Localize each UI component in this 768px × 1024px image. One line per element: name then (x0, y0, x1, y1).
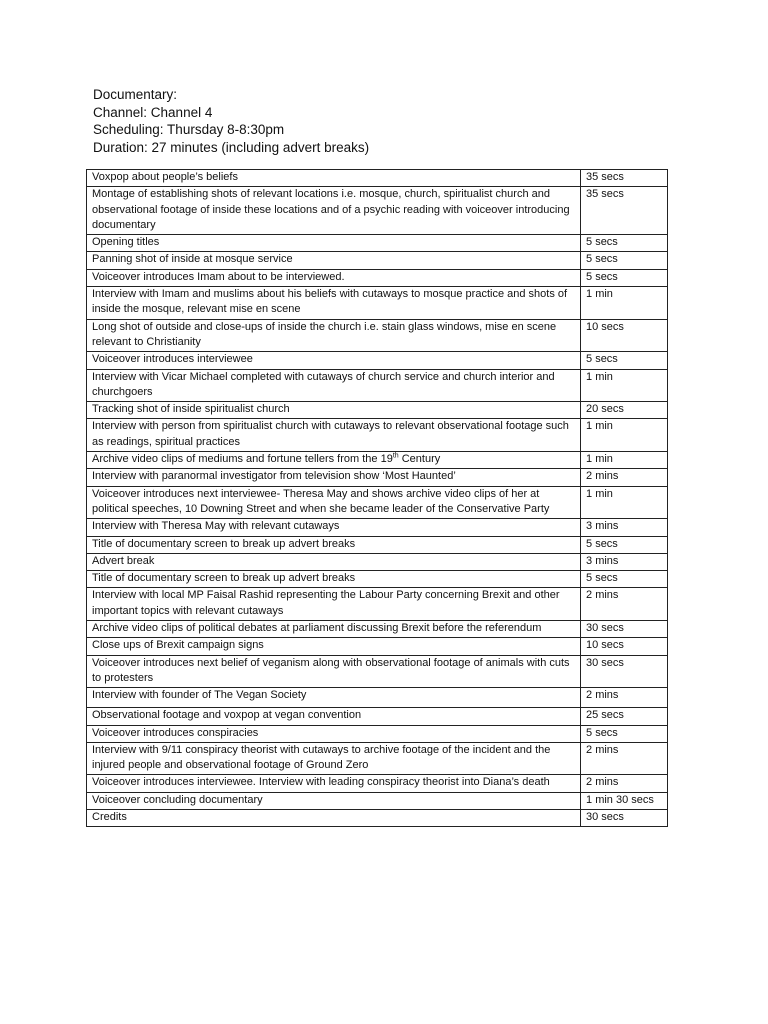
segment-duration-cell (581, 571, 668, 588)
segment-duration-cell (581, 269, 668, 286)
segment-duration: 5 secs (586, 572, 618, 585)
table-row (87, 725, 668, 742)
segment-description-cell (87, 352, 581, 369)
table-row (87, 742, 668, 775)
table-row (87, 638, 668, 655)
schedule-table-body (87, 170, 668, 827)
segment-description-cell (87, 536, 581, 553)
segment-duration: 25 secs (586, 709, 624, 722)
segment-description: Long shot of outside and close-ups of inside the church i.e. stain glass windows, mise en scene relevant to Christianity (92, 320, 557, 348)
segment-duration-cell (581, 809, 668, 826)
segment-duration-cell (581, 319, 668, 352)
table-row (87, 170, 668, 187)
segment-description: Montage of establishing shots of relevant locations i.e. mosque, church, spiritualist church and observational footage of inside these locations and of a psychic reading with voiceover introducing documentary (92, 188, 570, 231)
segment-duration-cell (581, 688, 668, 708)
schedule-table (86, 169, 668, 827)
segment-duration: 20 secs (586, 403, 624, 416)
segment-description: Interview with founder of The Vegan Society (92, 689, 307, 702)
table-row (87, 252, 668, 269)
segment-duration: 10 secs (586, 639, 624, 652)
segment-description: Title of documentary screen to break up advert breaks (92, 537, 356, 550)
table-row (87, 486, 668, 519)
segment-description: Archive video clips of mediums and fortune tellers from the 19 (92, 453, 393, 466)
table-row (87, 536, 668, 553)
segment-duration-cell (581, 588, 668, 621)
segment-description-cell (87, 319, 581, 352)
segment-description-cell (87, 287, 581, 320)
segment-duration: 5 secs (586, 353, 618, 366)
segment-description: Archive video clips of political debates at parliament discussing Brexit before the referendum (92, 622, 542, 635)
segment-duration-cell (581, 792, 668, 809)
table-row (87, 775, 668, 792)
segment-duration-cell (581, 536, 668, 553)
segment-description-cell (87, 269, 581, 286)
header-scheduling: Scheduling: Thursday 8-8:30pm (93, 122, 285, 137)
table-row (87, 809, 668, 826)
table-row (87, 655, 668, 688)
segment-description-cell (87, 170, 581, 187)
segment-duration: 1 min (586, 370, 613, 383)
segment-duration: 5 secs (586, 537, 618, 550)
segment-duration-cell (581, 235, 668, 252)
segment-description-cell (87, 775, 581, 792)
document-header (93, 86, 369, 156)
segment-description: Interview with Imam and muslims about his beliefs with cutaways to mosque practice and shots of inside the mosque, relevant mise en scene (92, 288, 568, 316)
table-row (87, 553, 668, 570)
segment-duration-cell (581, 369, 668, 402)
segment-duration: 30 secs (586, 622, 624, 635)
table-row (87, 235, 668, 252)
segment-description: Tracking shot of inside spiritualist church (92, 403, 290, 416)
segment-description-cell (87, 402, 581, 419)
table-row (87, 269, 668, 286)
segment-duration-cell (581, 187, 668, 235)
segment-description: Title of documentary screen to break up advert breaks (92, 572, 356, 585)
segment-description: Voiceover concluding documentary (92, 793, 263, 806)
table-row (87, 287, 668, 320)
segment-duration: 3 mins (586, 520, 619, 533)
segment-duration-cell (581, 419, 668, 452)
segment-description: Voiceover introduces next belief of veganism along with observational footage of animals with cuts to protesters (92, 656, 570, 684)
segment-description-cell (87, 252, 581, 269)
table-row (87, 452, 668, 469)
segment-description-cell (87, 809, 581, 826)
segment-description: Voiceover introduces interviewee (92, 353, 253, 366)
segment-description: Interview with Vicar Michael completed with cutaways of church service and church interior and churchgoers (92, 370, 555, 398)
segment-description: Interview with local MP Faisal Rashid representing the Labour Party concerning Brexit and other important topics with relevant cutaways (92, 589, 560, 617)
segment-description-cell (87, 742, 581, 775)
table-row (87, 588, 668, 621)
segment-description-cell (87, 452, 581, 469)
segment-duration: 5 secs (586, 726, 618, 739)
segment-description-cell (87, 571, 581, 588)
table-row (87, 688, 668, 708)
segment-duration: 3 mins (586, 554, 619, 567)
table-row (87, 621, 668, 638)
segment-duration-cell (581, 170, 668, 187)
table-row (87, 571, 668, 588)
segment-duration-cell (581, 655, 668, 688)
segment-description: Close ups of Brexit campaign signs (92, 639, 264, 652)
segment-description-cell (87, 369, 581, 402)
segment-duration: 35 secs (586, 171, 624, 183)
segment-description-cell (87, 688, 581, 708)
segment-duration-cell (581, 553, 668, 570)
segment-duration: 30 secs (586, 656, 624, 669)
segment-duration: 2 mins (586, 776, 619, 789)
segment-description: Interview with Theresa May with relevant cutaways (92, 520, 340, 533)
segment-duration: 1 min (586, 487, 613, 500)
segment-duration: 2 mins (586, 743, 619, 756)
segment-description-cell (87, 519, 581, 536)
table-row (87, 469, 668, 486)
segment-description: Credits (92, 810, 127, 823)
segment-duration: 5 secs (586, 270, 618, 283)
segment-duration: 1 min (586, 288, 613, 301)
segment-description-tail: Century (398, 453, 441, 466)
segment-duration: 5 secs (586, 253, 618, 266)
header-duration: Duration: 27 minutes (including advert breaks) (93, 139, 370, 155)
segment-description: Voiceover introduces Imam about to be interviewed. (92, 270, 345, 283)
segment-description-cell (87, 725, 581, 742)
table-row (87, 402, 668, 419)
segment-description-cell (87, 187, 581, 235)
segment-description: Opening titles (92, 236, 160, 249)
segment-description-cell (87, 469, 581, 486)
segment-description: Voiceover introduces conspiracies (92, 726, 259, 739)
segment-duration-cell (581, 469, 668, 486)
segment-description: Advert break (92, 554, 155, 567)
segment-duration-cell (581, 519, 668, 536)
segment-duration: 1 min (586, 453, 613, 466)
segment-duration: 2 mins (586, 470, 619, 483)
segment-duration: 1 min 30 secs (586, 793, 654, 806)
segment-duration-cell (581, 621, 668, 638)
segment-duration-cell (581, 708, 668, 725)
segment-description-cell (87, 486, 581, 519)
segment-duration: 2 mins (586, 689, 619, 702)
segment-description: Interview with paranormal investigator from television show ‘Most Haunted’ (92, 470, 456, 483)
table-row (87, 708, 668, 725)
segment-duration-cell (581, 352, 668, 369)
segment-duration-cell (581, 486, 668, 519)
segment-description-cell (87, 638, 581, 655)
segment-description: Voxpop about people’s beliefs (92, 171, 238, 183)
segment-description-cell (87, 708, 581, 725)
segment-description-cell (87, 621, 581, 638)
segment-duration: 2 mins (586, 589, 619, 602)
header-documentary-label: Documentary: (93, 87, 178, 102)
segment-duration: 5 secs (586, 236, 618, 249)
segment-duration: 10 secs (586, 320, 624, 333)
segment-duration-cell (581, 402, 668, 419)
segment-duration-cell (581, 725, 668, 742)
table-row (87, 519, 668, 536)
segment-description: Voiceover introduces next interviewee- Theresa May and shows archive video clips of her at political speeches, 10 Downing Street and when she became leader of the Conservative Party (92, 487, 550, 515)
segment-description: Panning shot of inside at mosque service (92, 253, 293, 266)
segment-description-cell (87, 419, 581, 452)
segment-description-cell (87, 655, 581, 688)
segment-duration-cell (581, 452, 668, 469)
segment-description-cell (87, 588, 581, 621)
segment-description: Interview with 9/11 conspiracy theorist with cutaways to archive footage of the incident and the injured people and observational footage of Ground Zero (92, 743, 551, 772)
segment-duration-cell (581, 638, 668, 655)
segment-duration-cell (581, 287, 668, 320)
segment-duration: 35 secs (586, 188, 624, 201)
segment-description-cell (87, 235, 581, 252)
segment-description-cell (87, 553, 581, 570)
segment-duration-cell (581, 252, 668, 269)
table-row (87, 792, 668, 809)
segment-description: Interview with person from spiritualist church with cutaways to relevant observational footage such as readings, spiritual practices (92, 420, 569, 448)
segment-description: Voiceover introduces interviewee. Interview with leading conspiracy theorist into Diana’s death (92, 776, 550, 789)
table-row (87, 319, 668, 352)
table-row (87, 369, 668, 402)
segment-duration-cell (581, 775, 668, 792)
table-row (87, 419, 668, 452)
table-row (87, 187, 668, 235)
segment-duration-cell (581, 742, 668, 775)
ordinal-suffix: th (392, 452, 399, 460)
table-row (87, 352, 668, 369)
segment-description: Observational footage and voxpop at vegan convention (92, 709, 362, 722)
segment-duration: 1 min (586, 420, 613, 433)
segment-description-cell (87, 792, 581, 809)
segment-duration: 30 secs (586, 810, 624, 823)
header-channel: Channel: Channel 4 (93, 104, 213, 120)
